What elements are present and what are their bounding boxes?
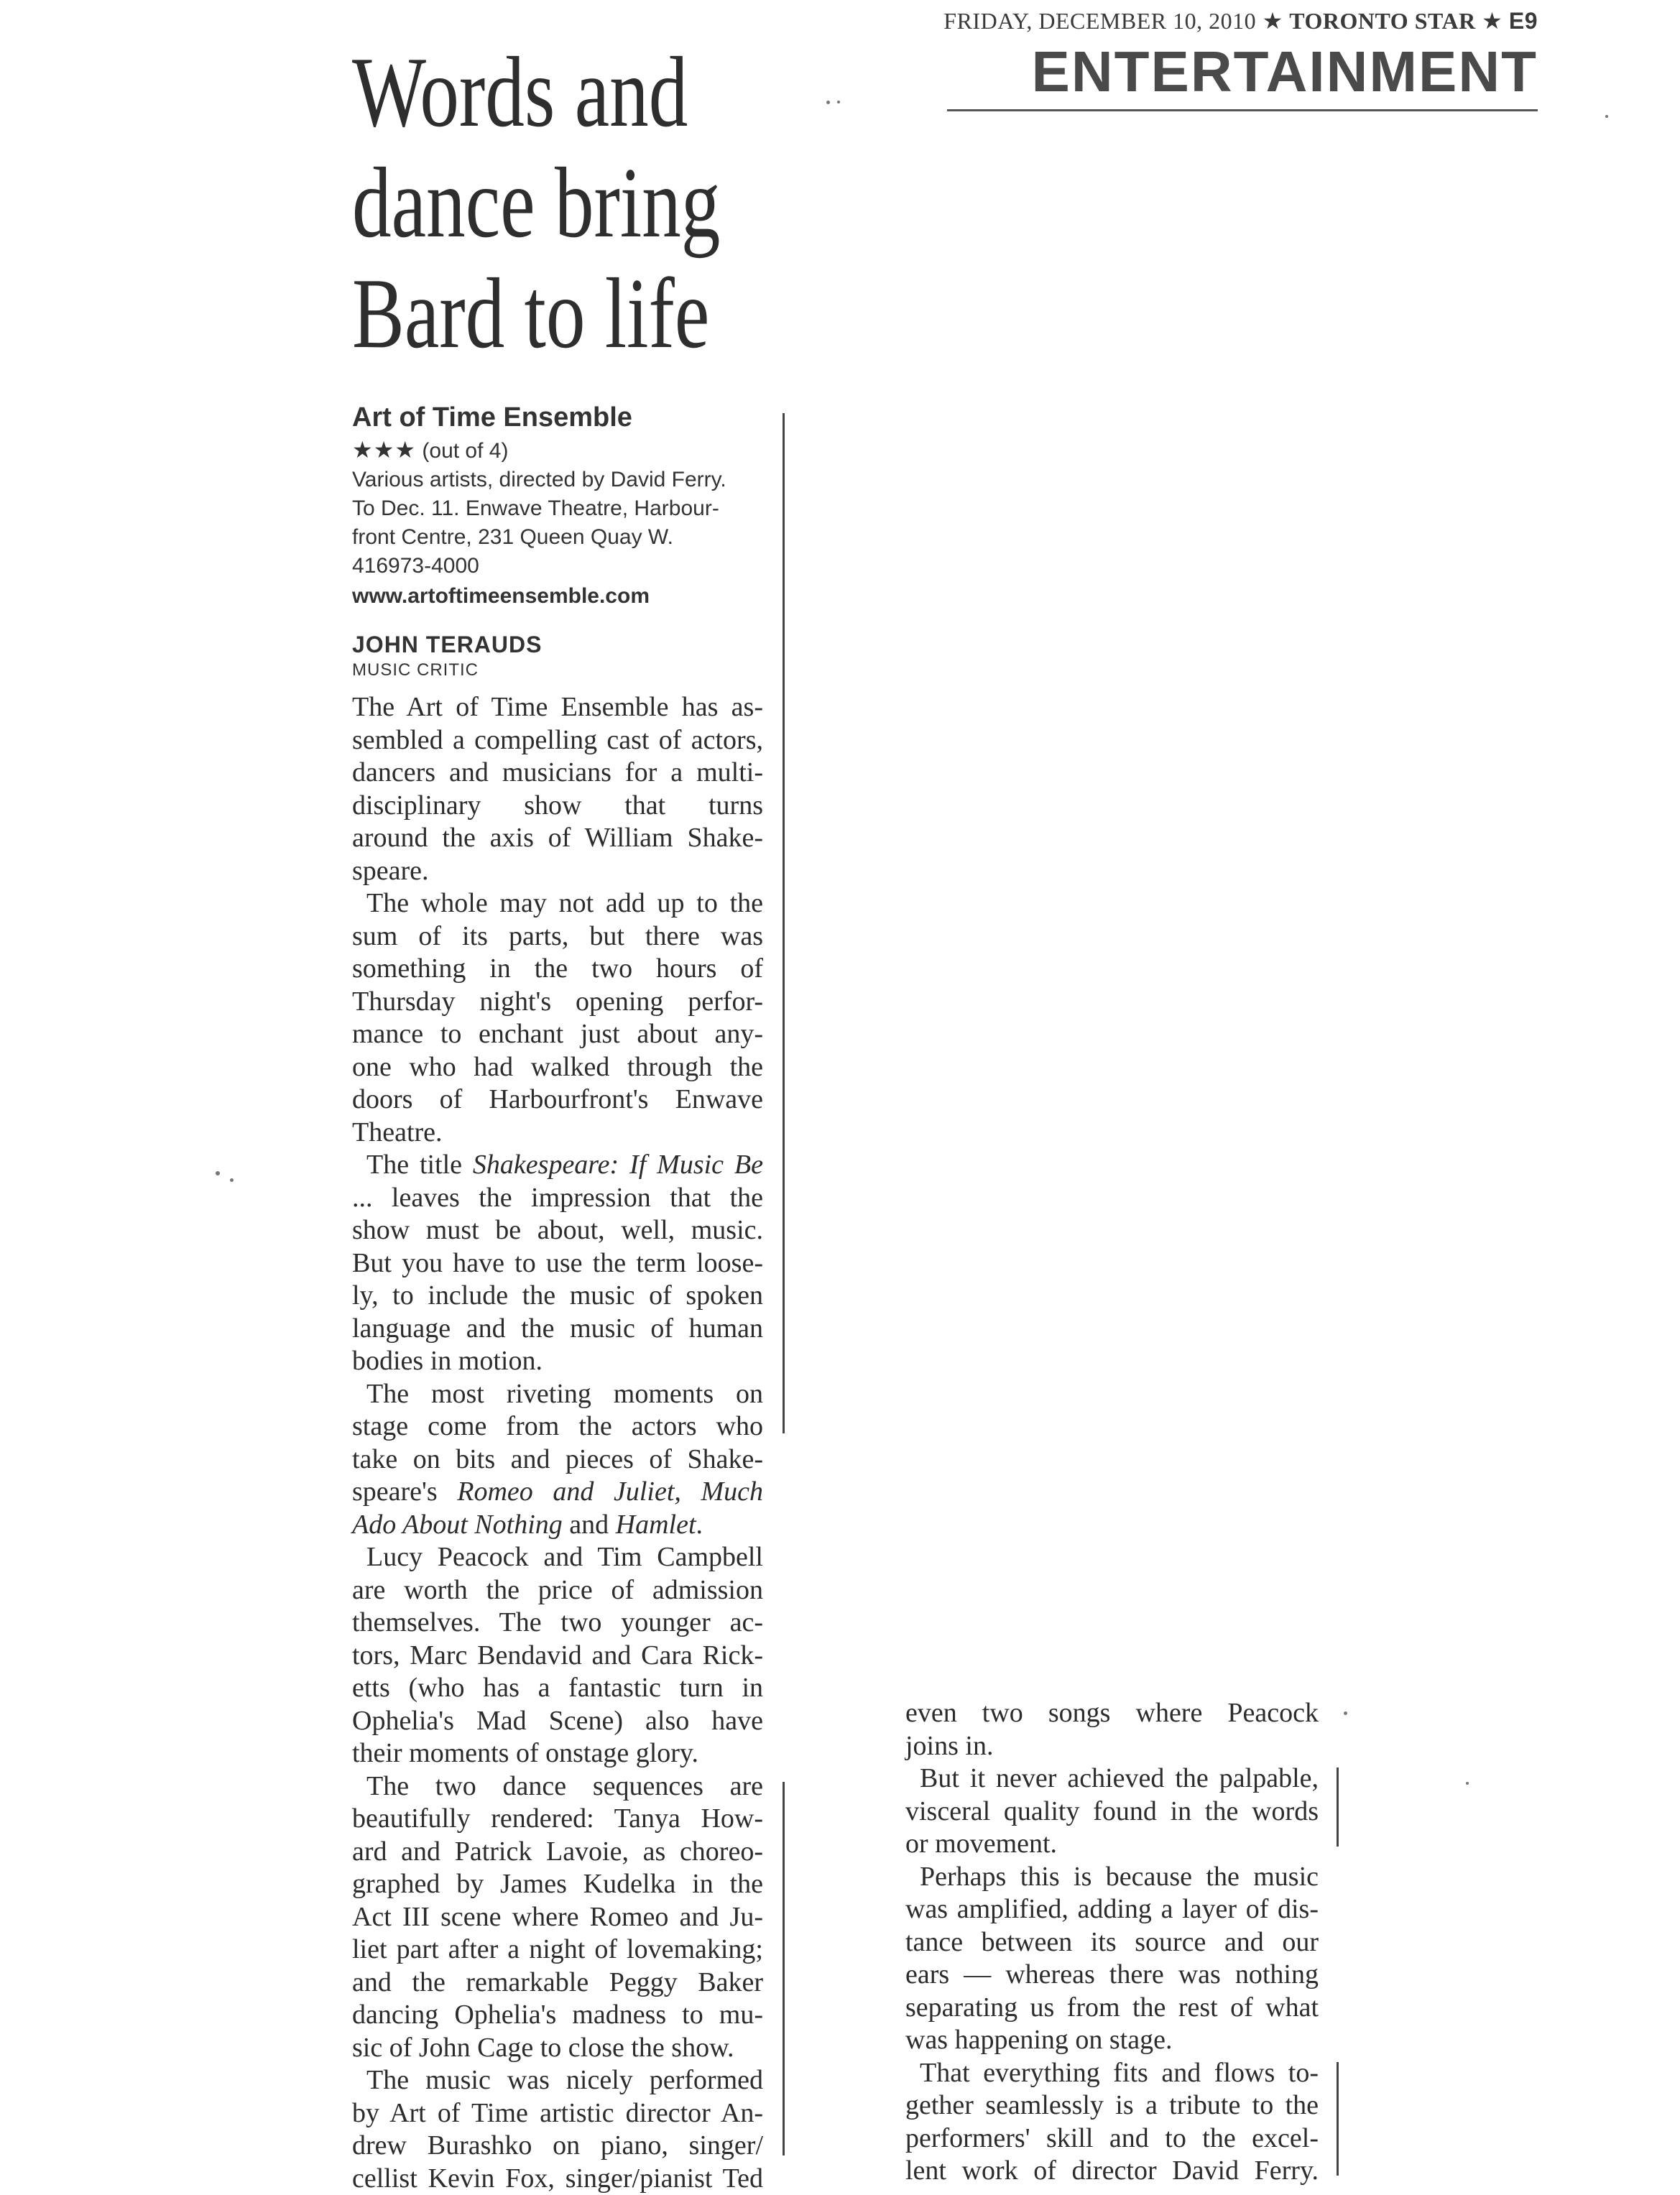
article-line: The two dance sequences are	[352, 1770, 763, 1803]
article-line: ... leaves the impression that the	[352, 1182, 763, 1215]
article-line: even two songs where Peacock	[905, 1697, 1319, 1730]
article-line: take on bits and pieces of Shake-	[352, 1443, 763, 1477]
author-role: MUSIC CRITIC	[352, 660, 769, 681]
article-line: language and the music of human	[352, 1313, 763, 1346]
article-line: visceral quality found in the words	[905, 1796, 1319, 1829]
headline-line: dance bring	[352, 148, 778, 259]
column-rule	[1337, 1767, 1339, 1847]
article-line: graphed by James Kudelka in the	[352, 1868, 763, 1901]
article-line: performers' skill and to the excel-	[905, 2122, 1319, 2155]
rating	[352, 435, 769, 466]
scan-speck	[1344, 1711, 1347, 1715]
article-line: Perhaps this is because the music	[905, 1861, 1319, 1894]
info-line: To Dec. 11. Enwave Theatre, Harbour-	[352, 494, 769, 523]
article-line: their moments of onstage glory.	[352, 1737, 763, 1770]
article-line: The most riveting moments on	[352, 1378, 763, 1411]
article-line: something in the two hours of	[352, 953, 763, 986]
article-line: around the axis of William Shake-	[352, 822, 763, 855]
headline-line: Words and	[352, 37, 778, 148]
scan-speck	[216, 1171, 220, 1175]
star-separator: ★	[1482, 8, 1503, 34]
article-line: are worth the price of admission	[352, 1574, 763, 1607]
scan-speck	[1466, 1782, 1469, 1785]
date-text: FRIDAY, DECEMBER 10, 2010	[943, 8, 1256, 34]
article-line: themselves. The two younger ac-	[352, 1607, 763, 1640]
headline-line: Bard to life	[352, 259, 778, 369]
article-line: But it never achieved the palpable,	[905, 1762, 1319, 1796]
article-line: ly, to include the music of spoken	[352, 1280, 763, 1313]
column-rule	[783, 413, 785, 1433]
scan-speck	[826, 101, 830, 104]
article-line: ears — whereas there was nothing	[905, 1959, 1319, 1992]
article-line: sembled a compelling cast of actors,	[352, 724, 763, 757]
article-line: dancers and musicians for a multi-	[352, 757, 763, 790]
article-line: That everything fits and flows to-	[905, 2057, 1319, 2090]
star-rating-icon: ★★★	[352, 437, 416, 463]
article-line: speare.	[352, 855, 763, 888]
section-title: ENTERTAINMENT	[1028, 39, 1538, 105]
article-line: by Art of Time artistic director An-	[352, 2097, 763, 2130]
article-line: The Art of Time Ensemble has as-	[352, 691, 763, 724]
info-line: front Centre, 231 Queen Quay W.	[352, 523, 769, 552]
article-line: was amplified, adding a layer of dis-	[905, 1893, 1319, 1926]
website-link[interactable]: www.artoftimeensemble.com	[352, 581, 769, 612]
article-line: was happening on stage.	[905, 2024, 1319, 2057]
article-line: bodies in motion.	[352, 1345, 763, 1378]
article-line: lent work of director David Ferry.	[905, 2155, 1319, 2188]
article-column-2	[905, 1697, 1319, 2188]
article-line: Theatre.	[352, 1117, 763, 1150]
article-line: gether seamlessly is a tribute to the	[905, 2089, 1319, 2122]
article-line: disciplinary show that turns	[352, 790, 763, 823]
article-line: sum of its parts, but there was	[352, 920, 763, 953]
article-line: one who had walked through the	[352, 1051, 763, 1084]
section-rule	[947, 109, 1538, 111]
byline	[352, 629, 769, 681]
article-line: dancing Ophelia's madness to mu-	[352, 1999, 763, 2032]
article-line: separating us from the rest of what	[905, 1992, 1319, 2025]
star-separator: ★	[1263, 8, 1283, 34]
article-line: tors, Marc Bendavid and Cara Rick-	[352, 1640, 763, 1673]
article-line: cellist Kevin Fox, singer/pianist Ted	[352, 2163, 763, 2195]
column-rule	[783, 1782, 785, 2155]
phone-number: 416973-4000	[352, 552, 769, 581]
article-line: show must be about, well, music.	[352, 1214, 763, 1247]
page-number: E9	[1509, 8, 1538, 34]
article-line: speare's Romeo and Juliet, Much	[352, 1476, 763, 1509]
scan-speck	[837, 101, 840, 103]
author-name: JOHN TERAUDS	[352, 629, 769, 660]
article-line: Lucy Peacock and Tim Campbell	[352, 1541, 763, 1574]
show-title: Art of Time Ensemble	[352, 399, 769, 435]
scan-speck	[1605, 115, 1608, 118]
paper-name: TORONTO STAR	[1289, 8, 1475, 34]
article-line: beautifully rendered: Tanya How-	[352, 1803, 763, 1836]
article-line: The title Shakespeare: If Music Be	[352, 1149, 763, 1182]
article-line: Thursday night's opening perfor-	[352, 986, 763, 1019]
info-line: Various artists, directed by David Ferry.	[352, 466, 769, 494]
article-line: Act III scene where Romeo and Ju-	[352, 1901, 763, 1934]
article-line: liet part after a night of lovemaking;	[352, 1933, 763, 1967]
article-line: The music was nicely performed	[352, 2064, 763, 2097]
article-line: tance between its source and our	[905, 1926, 1319, 1959]
dateline	[921, 7, 1538, 39]
scan-speck	[230, 1178, 234, 1182]
article-line: and the remarkable Peggy Baker	[352, 1967, 763, 2000]
article-line: ard and Patrick Lavoie, as choreo-	[352, 1836, 763, 1869]
info-box	[352, 399, 769, 612]
article-line: drew Burashko on piano, singer/	[352, 2130, 763, 2163]
rating-scale: (out of 4)	[422, 439, 508, 463]
article-line: stage come from the actors who	[352, 1410, 763, 1443]
article-line: joins in.	[905, 1730, 1319, 1763]
article-line: doors of Harbourfront's Enwave	[352, 1083, 763, 1117]
article-line: mance to enchant just about any-	[352, 1018, 763, 1051]
article-column-1	[352, 691, 763, 2195]
article-line: or movement.	[905, 1828, 1319, 1861]
article-line: Ophelia's Mad Scene) also have	[352, 1705, 763, 1738]
column-rule	[1337, 2062, 1339, 2176]
article-line: etts (who has a fantastic turn in	[352, 1672, 763, 1705]
article-line: But you have to use the term loose-	[352, 1247, 763, 1280]
headline	[352, 37, 778, 369]
article-line: Ado About Nothing and Hamlet.	[352, 1509, 763, 1542]
article-line: The whole may not add up to the	[352, 887, 763, 920]
article-line: sic of John Cage to close the show.	[352, 2032, 763, 2065]
